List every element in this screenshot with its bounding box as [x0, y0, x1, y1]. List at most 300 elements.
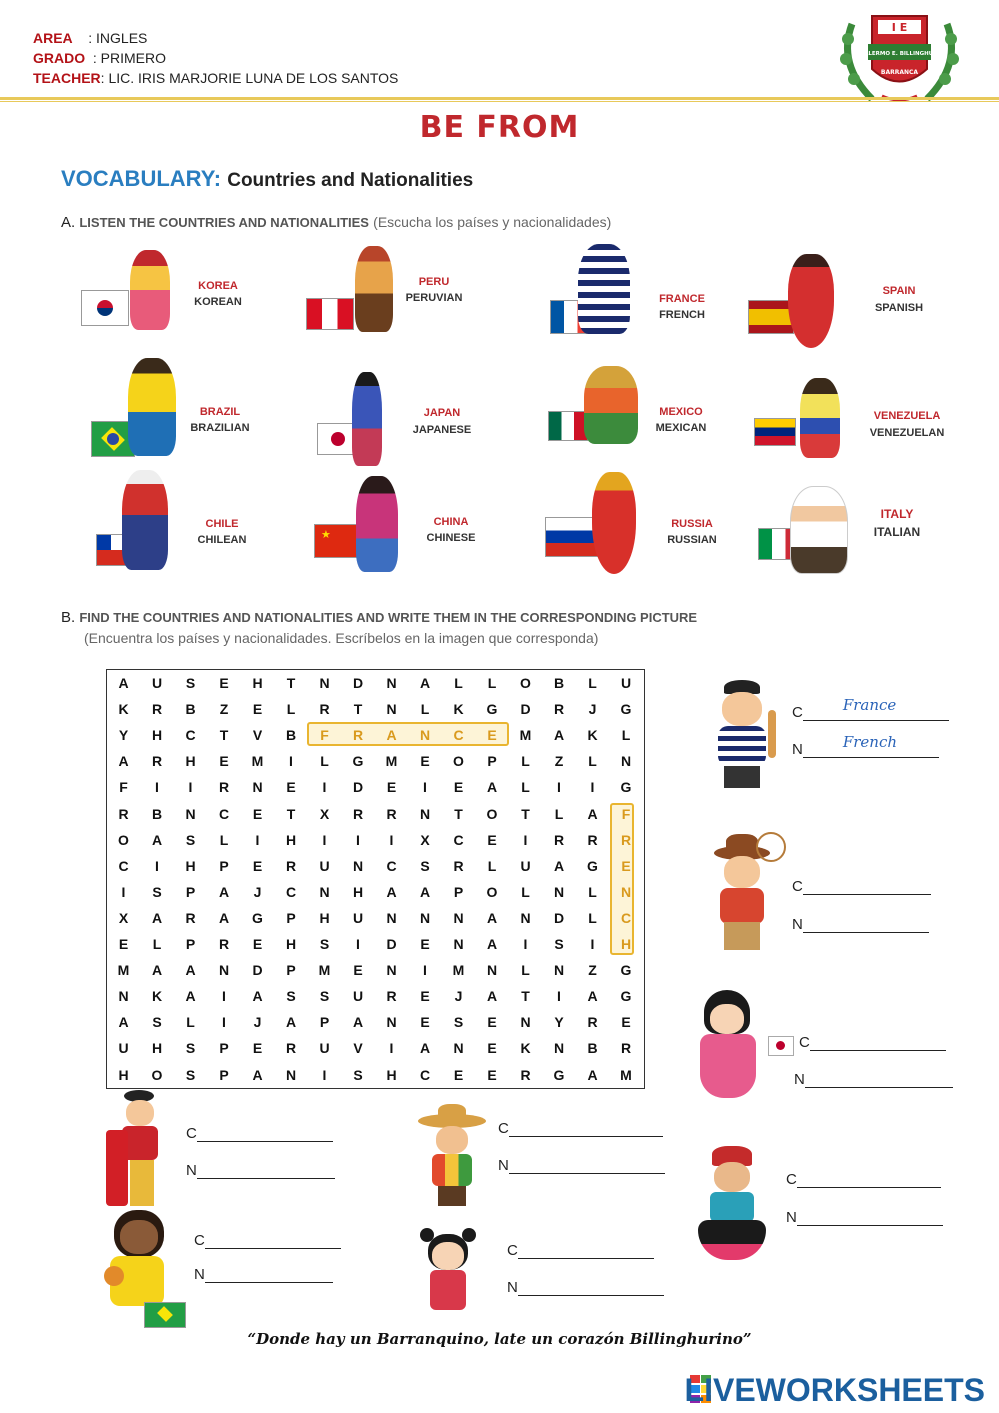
grid-letter: A	[553, 857, 565, 874]
grid-letter: E	[420, 936, 430, 952]
grid-letter: P	[319, 1014, 330, 1031]
grid-letter: K	[118, 701, 129, 718]
mexican-kid-picture	[418, 1104, 486, 1208]
grid-letter: R	[285, 1040, 297, 1057]
grid-letter: A	[118, 1014, 129, 1031]
japan-nationality-field[interactable]	[805, 1071, 953, 1088]
grid-letter: G	[620, 988, 632, 1005]
grid-letter: I	[322, 779, 327, 796]
grid-letter: N	[553, 1040, 565, 1057]
grid-letter: I	[222, 988, 226, 1005]
grid-letter: T	[521, 988, 530, 1005]
grid-letter: T	[286, 675, 296, 691]
grid-letter: D	[352, 779, 364, 796]
grid-letter: N	[319, 883, 330, 900]
country-peru: PERU	[418, 276, 450, 288]
grid-letter: E	[420, 988, 430, 1005]
grid-letter: I	[322, 1066, 327, 1083]
china-nationality-field[interactable]	[518, 1279, 664, 1296]
vocabulary-grid	[0, 0, 999, 600]
grid-letter: E	[487, 831, 497, 848]
nationality-prefix: N	[194, 1266, 205, 1283]
grid-letter: H	[252, 675, 263, 691]
grid-letter: L	[521, 962, 530, 979]
france-country-answer	[792, 696, 949, 721]
grid-letter: M	[117, 962, 130, 979]
france-country-value: France	[842, 696, 897, 714]
grid-letter: A	[151, 831, 163, 848]
grid-letter: L	[320, 753, 329, 770]
mexico-flag	[548, 411, 588, 441]
grid-letter: D	[252, 962, 263, 979]
france-country-field[interactable]	[803, 696, 949, 721]
grid-letter: E	[252, 857, 263, 874]
mexico-nationality-field[interactable]	[509, 1157, 665, 1174]
mexico-country-field[interactable]	[509, 1120, 663, 1137]
grid-letter: I	[356, 936, 360, 952]
grid-letter: I	[222, 1014, 226, 1031]
grid-letter: H	[118, 1066, 129, 1083]
grid-letter: S	[286, 988, 296, 1005]
grid-letter: E	[219, 675, 229, 691]
grid-letter: N	[620, 753, 632, 770]
grid-letter: N	[419, 805, 431, 822]
grid-letter: D	[520, 701, 531, 718]
grid-letter: U	[151, 675, 163, 691]
country-china: CHINA	[433, 516, 469, 528]
grid-letter: A	[587, 805, 598, 822]
grid-letter: I	[155, 857, 159, 874]
nationality-chinese: CHINESE	[426, 532, 476, 544]
area-label: AREA	[33, 30, 73, 46]
grid-letter: O	[520, 675, 531, 691]
grid-letter: I	[523, 936, 528, 952]
grid-letter: P	[219, 1066, 229, 1083]
grid-letter: I	[255, 831, 260, 848]
grid-letter: I	[121, 883, 126, 900]
grid-letter: A	[285, 1014, 297, 1031]
grid-letter: P	[219, 857, 229, 874]
grid-letter: L	[588, 675, 597, 691]
grid-letter: H	[352, 883, 364, 900]
teacher-value: : LIC. IRIS MARJORIE LUNA DE LOS SANTOS	[100, 70, 399, 86]
grid-letter: A	[185, 988, 196, 1005]
grid-letter: D	[553, 909, 565, 926]
nationality-peruvian: PERUVIAN	[405, 292, 463, 304]
section-a-spanish: (Escucha los países y nacionalidades)	[373, 214, 612, 230]
grid-letter: A	[419, 1040, 431, 1057]
grid-letter: G	[252, 909, 263, 926]
spain-nationality-answer	[186, 1162, 335, 1179]
grid-letter: N	[218, 962, 230, 979]
grid-letter: P	[286, 962, 296, 979]
grid-letter: A	[386, 883, 397, 900]
grid-letter: S	[319, 936, 330, 952]
china-country-field[interactable]	[518, 1242, 654, 1259]
grid-letter: S	[453, 1014, 464, 1031]
japan-country-field[interactable]	[810, 1034, 946, 1051]
country-prefix: C	[498, 1120, 509, 1137]
grid-letter: E	[621, 857, 631, 874]
country-prefix: C	[792, 878, 803, 895]
grid-letter: N	[453, 1040, 464, 1057]
cowboy-kid-picture	[708, 832, 784, 952]
peru-flag	[306, 298, 354, 330]
brazil-nationality-field[interactable]	[205, 1266, 333, 1283]
brazil-country-field[interactable]	[205, 1232, 341, 1249]
cowboy-nationality-field[interactable]	[803, 916, 929, 933]
grid-letter: N	[620, 883, 632, 900]
teacher-label: TEACHER	[33, 70, 101, 86]
grid-letter: E	[487, 727, 497, 744]
peru-country-field[interactable]	[797, 1171, 941, 1188]
grid-letter: R	[587, 1014, 598, 1031]
grid-letter: R	[319, 701, 330, 718]
word-search-grid	[106, 669, 645, 1089]
peru-character-icon	[355, 246, 393, 332]
grid-letter: N	[386, 962, 397, 979]
grid-letter: I	[590, 936, 595, 952]
china-character-icon	[356, 476, 398, 572]
china-flag: ★	[314, 524, 360, 558]
nationality-chilean: CHILEAN	[197, 534, 247, 546]
grid-letter: C	[453, 727, 464, 744]
grid-letter: A	[218, 883, 230, 900]
grid-letter: I	[188, 779, 193, 796]
mexico-character-icon	[584, 366, 638, 444]
country-russia: RUSSIA	[671, 518, 713, 530]
grid-letter: H	[285, 831, 297, 848]
grid-letter: R	[118, 805, 129, 822]
grid-letter: A	[185, 962, 196, 979]
grid-letter: V	[353, 1040, 363, 1057]
country-brazil: BRAZIL	[199, 406, 241, 418]
venezuela-flag	[754, 418, 796, 446]
grid-letter: I	[389, 831, 394, 848]
grid-letter: A	[151, 962, 163, 979]
grid-letter: E	[420, 1014, 430, 1031]
grid-letter: B	[587, 1040, 598, 1057]
france-character-icon	[578, 244, 630, 334]
brazilian-player-picture	[100, 1210, 186, 1326]
cowboy-country-answer	[792, 878, 931, 895]
grid-letter: L	[454, 675, 463, 691]
grid-letter: R	[285, 857, 297, 874]
nationality-prefix: N	[786, 1209, 797, 1226]
grid-letter: P	[185, 936, 196, 952]
grid-letter: N	[453, 936, 464, 952]
grid-letter: E	[118, 936, 129, 952]
brazil-character-icon	[128, 358, 176, 456]
grid-letter: E	[420, 753, 430, 770]
country-prefix: C	[507, 1242, 518, 1259]
grid-letter: P	[286, 909, 296, 926]
grid-letter: N	[453, 909, 464, 926]
france-kid-picture	[704, 680, 782, 790]
grid-letter: L	[286, 701, 296, 718]
grid-letter: A	[486, 936, 498, 952]
grid-letter: N	[520, 1014, 531, 1031]
logo-text-ie: I E	[891, 21, 908, 34]
grid-letter: N	[386, 909, 397, 926]
mexico-nationality-answer	[498, 1157, 665, 1174]
grid-letter: T	[521, 805, 530, 822]
logo-text-city: BARRANCA	[880, 69, 919, 76]
peruvian-girl-picture	[694, 1146, 770, 1270]
grid-letter: N	[386, 1014, 397, 1031]
grid-letter: E	[453, 779, 464, 796]
logo-text-name: GUILLERMO E. BILLINGHURST	[853, 51, 946, 57]
grid-letter: I	[557, 988, 561, 1005]
grid-letter: N	[520, 909, 531, 926]
grid-letter: H	[185, 857, 196, 874]
grid-letter: A	[486, 779, 498, 796]
grid-letter: H	[620, 936, 632, 952]
grado-label: GRADO	[33, 50, 86, 66]
grid-letter: E	[621, 1014, 631, 1031]
grid-letter: A	[252, 1066, 263, 1083]
grid-letter: S	[152, 1014, 162, 1031]
grid-letter: S	[420, 857, 430, 874]
grid-letter: A	[587, 988, 598, 1005]
venezuela-character-icon	[800, 378, 840, 458]
grid-letter: A	[252, 988, 263, 1005]
china-country-answer	[507, 1242, 654, 1259]
russia-flag	[545, 517, 599, 557]
grid-letter: G	[587, 857, 598, 874]
grid-letter: K	[151, 988, 163, 1005]
grid-letter: U	[118, 1040, 129, 1057]
grid-letter: N	[118, 988, 129, 1005]
section-b-spanish: (Encuentra los países y nacionalidades. Escríbelos en la imagen que corresponda)	[84, 630, 599, 646]
brazil-nationality-answer	[194, 1266, 333, 1283]
grid-letter: A	[486, 988, 498, 1005]
nationality-french: FRENCH	[659, 309, 705, 321]
grid-letter: I	[590, 779, 595, 796]
spain-character-icon	[788, 254, 834, 348]
russia-character-icon	[592, 472, 636, 574]
grid-letter: S	[353, 1066, 363, 1083]
grid-letter: A	[151, 909, 163, 926]
peru-country-answer	[786, 1171, 941, 1188]
grid-letter: E	[252, 805, 263, 822]
grid-letter: G	[620, 962, 632, 979]
grid-letter: J	[588, 701, 597, 718]
grid-letter: C	[185, 727, 196, 744]
grid-letter: R	[218, 779, 230, 796]
cowboy-nationality-answer	[792, 916, 929, 933]
grid-letter: I	[389, 1040, 394, 1057]
country-france: FRANCE	[659, 293, 705, 305]
chile-character-icon	[122, 470, 168, 570]
grid-letter: T	[454, 805, 463, 822]
grid-letter: P	[487, 753, 497, 770]
grid-letter: G	[620, 779, 632, 796]
spain-nationality-field[interactable]	[197, 1162, 335, 1179]
grid-letter: R	[185, 909, 196, 926]
grid-letter: I	[523, 831, 528, 848]
grid-letter: A	[352, 1014, 364, 1031]
grid-letter: J	[253, 883, 262, 900]
grid-letter: R	[553, 701, 565, 718]
grid-letter: A	[419, 883, 431, 900]
country-prefix: C	[194, 1232, 205, 1249]
grid-letter: E	[252, 1040, 263, 1057]
grid-letter: R	[620, 831, 632, 848]
grid-letter: R	[386, 988, 397, 1005]
grid-letter: M	[452, 962, 465, 979]
france-nationality-value: French	[842, 733, 898, 751]
grid-letter: G	[620, 701, 632, 718]
vocabulary-label: VOCABULARY:	[61, 166, 222, 191]
grid-letter: A	[553, 727, 565, 744]
grid-letter: N	[553, 962, 565, 979]
grid-letter: H	[185, 753, 196, 770]
grid-letter: C	[620, 909, 632, 926]
grid-letter: O	[453, 753, 464, 770]
grid-letter: R	[620, 1040, 632, 1057]
grid-letter: O	[118, 831, 129, 848]
grid-letter: L	[487, 675, 497, 691]
grid-letter: Z	[554, 753, 564, 770]
grid-letter: O	[151, 1066, 163, 1083]
korea-flag	[81, 290, 129, 326]
grid-letter: L	[521, 753, 530, 770]
grid-letter: N	[352, 857, 364, 874]
grid-letter: C	[218, 805, 230, 822]
country-prefix: C	[792, 704, 803, 721]
grid-letter: H	[319, 909, 330, 926]
italy-character-icon	[790, 486, 848, 574]
country-italy: ITALY	[880, 507, 914, 521]
country-prefix: C	[799, 1034, 810, 1051]
grid-letter: F	[621, 805, 631, 822]
japan-country-answer	[799, 1034, 946, 1051]
grid-letter: N	[252, 779, 263, 796]
grid-letter: L	[219, 831, 229, 848]
grid-letter: F	[320, 727, 329, 744]
grado-value: : PRIMERO	[92, 50, 167, 66]
grid-letter: N	[553, 883, 565, 900]
grid-letter: H	[151, 727, 163, 744]
grid-letter: R	[520, 1066, 531, 1083]
grid-letter: L	[621, 727, 631, 744]
area-value: : INGLES	[88, 30, 148, 46]
grid-letter: F	[119, 779, 128, 796]
nationality-italian: ITALIAN	[873, 525, 921, 539]
grid-letter: U	[352, 909, 364, 926]
grid-letter: C	[285, 883, 297, 900]
grid-letter: K	[453, 701, 464, 718]
country-prefix: C	[786, 1171, 797, 1188]
section-b-heading	[61, 609, 697, 626]
grid-letter: R	[386, 805, 397, 822]
grid-letter: R	[453, 857, 464, 874]
grid-letter: L	[521, 883, 530, 900]
grid-letter: I	[322, 831, 327, 848]
grid-letter: E	[386, 779, 397, 796]
grid-letter: T	[353, 701, 363, 718]
grid-letter: H	[386, 1066, 397, 1083]
grid-letter: B	[285, 727, 297, 744]
grid-letter: S	[152, 883, 162, 900]
grid-letter: L	[588, 753, 597, 770]
grid-letter: T	[219, 727, 229, 744]
spain-country-answer	[186, 1125, 333, 1142]
grid-letter: O	[486, 883, 498, 900]
nationality-prefix: N	[794, 1071, 805, 1088]
grid-letter: M	[519, 727, 532, 744]
grid-letter: H	[285, 936, 297, 952]
grid-letter: N	[386, 675, 397, 691]
nationality-japanese: JAPANESE	[412, 424, 472, 436]
grid-letter: U	[319, 1040, 330, 1057]
grid-letter: E	[252, 701, 263, 718]
grid-letter: N	[419, 727, 431, 744]
grid-letter: M	[385, 753, 398, 770]
japanese-girl-picture	[694, 990, 798, 1104]
grid-letter: E	[487, 1014, 497, 1031]
cowboy-country-field[interactable]	[803, 878, 931, 895]
grid-letter: L	[554, 805, 564, 822]
grid-letter: J	[253, 1014, 262, 1031]
france-nationality-field[interactable]	[803, 733, 939, 758]
section-a-instruction: LISTEN THE COUNTRIES AND NATIONALITIES	[79, 215, 369, 230]
country-spain: SPAIN	[882, 285, 916, 297]
japan-character-icon	[352, 372, 382, 466]
grid-letter: S	[185, 1040, 196, 1057]
grid-letter: E	[353, 962, 363, 979]
grid-letter: C	[386, 857, 397, 874]
peru-nationality-field[interactable]	[797, 1209, 943, 1226]
grid-letter: N	[319, 675, 330, 691]
grid-letter: X	[319, 805, 330, 822]
grid-letter: G	[352, 753, 364, 770]
grid-letter: M	[318, 962, 331, 979]
grid-letter: E	[252, 936, 263, 952]
liveworksheets-brand: LIVEWORKSHEETS	[684, 1372, 985, 1408]
grid-letter: A	[486, 909, 498, 926]
grid-letter: K	[520, 1040, 531, 1057]
grid-letter: T	[286, 805, 296, 822]
grid-letter: A	[218, 909, 230, 926]
nationality-korean: KOREAN	[194, 296, 242, 308]
grid-letter: U	[520, 857, 531, 874]
spain-country-field[interactable]	[197, 1125, 333, 1142]
page-title: BE FROM	[419, 110, 580, 145]
grid-letter: N	[419, 909, 431, 926]
grid-letter: P	[453, 883, 464, 900]
grid-letter: J	[454, 988, 463, 1005]
grid-letter: A	[118, 753, 129, 770]
grid-letter: K	[587, 727, 598, 744]
grid-letter: A	[386, 727, 397, 744]
grid-letter: S	[185, 831, 196, 848]
grid-letter: G	[553, 1066, 565, 1083]
grid-letter: I	[356, 831, 360, 848]
grid-letter: E	[219, 753, 229, 770]
grid-letter: M	[620, 1066, 632, 1083]
grid-letter: Y	[554, 1014, 564, 1031]
grid-letter: B	[185, 701, 196, 718]
grid-letter: R	[553, 831, 565, 848]
peru-nationality-answer	[786, 1209, 943, 1226]
grid-letter: S	[185, 1066, 196, 1083]
grid-letter: A	[419, 675, 431, 691]
nationality-russian: RUSSIAN	[667, 534, 717, 546]
grid-letter: C	[419, 1066, 431, 1083]
mexico-country-answer	[498, 1120, 663, 1137]
